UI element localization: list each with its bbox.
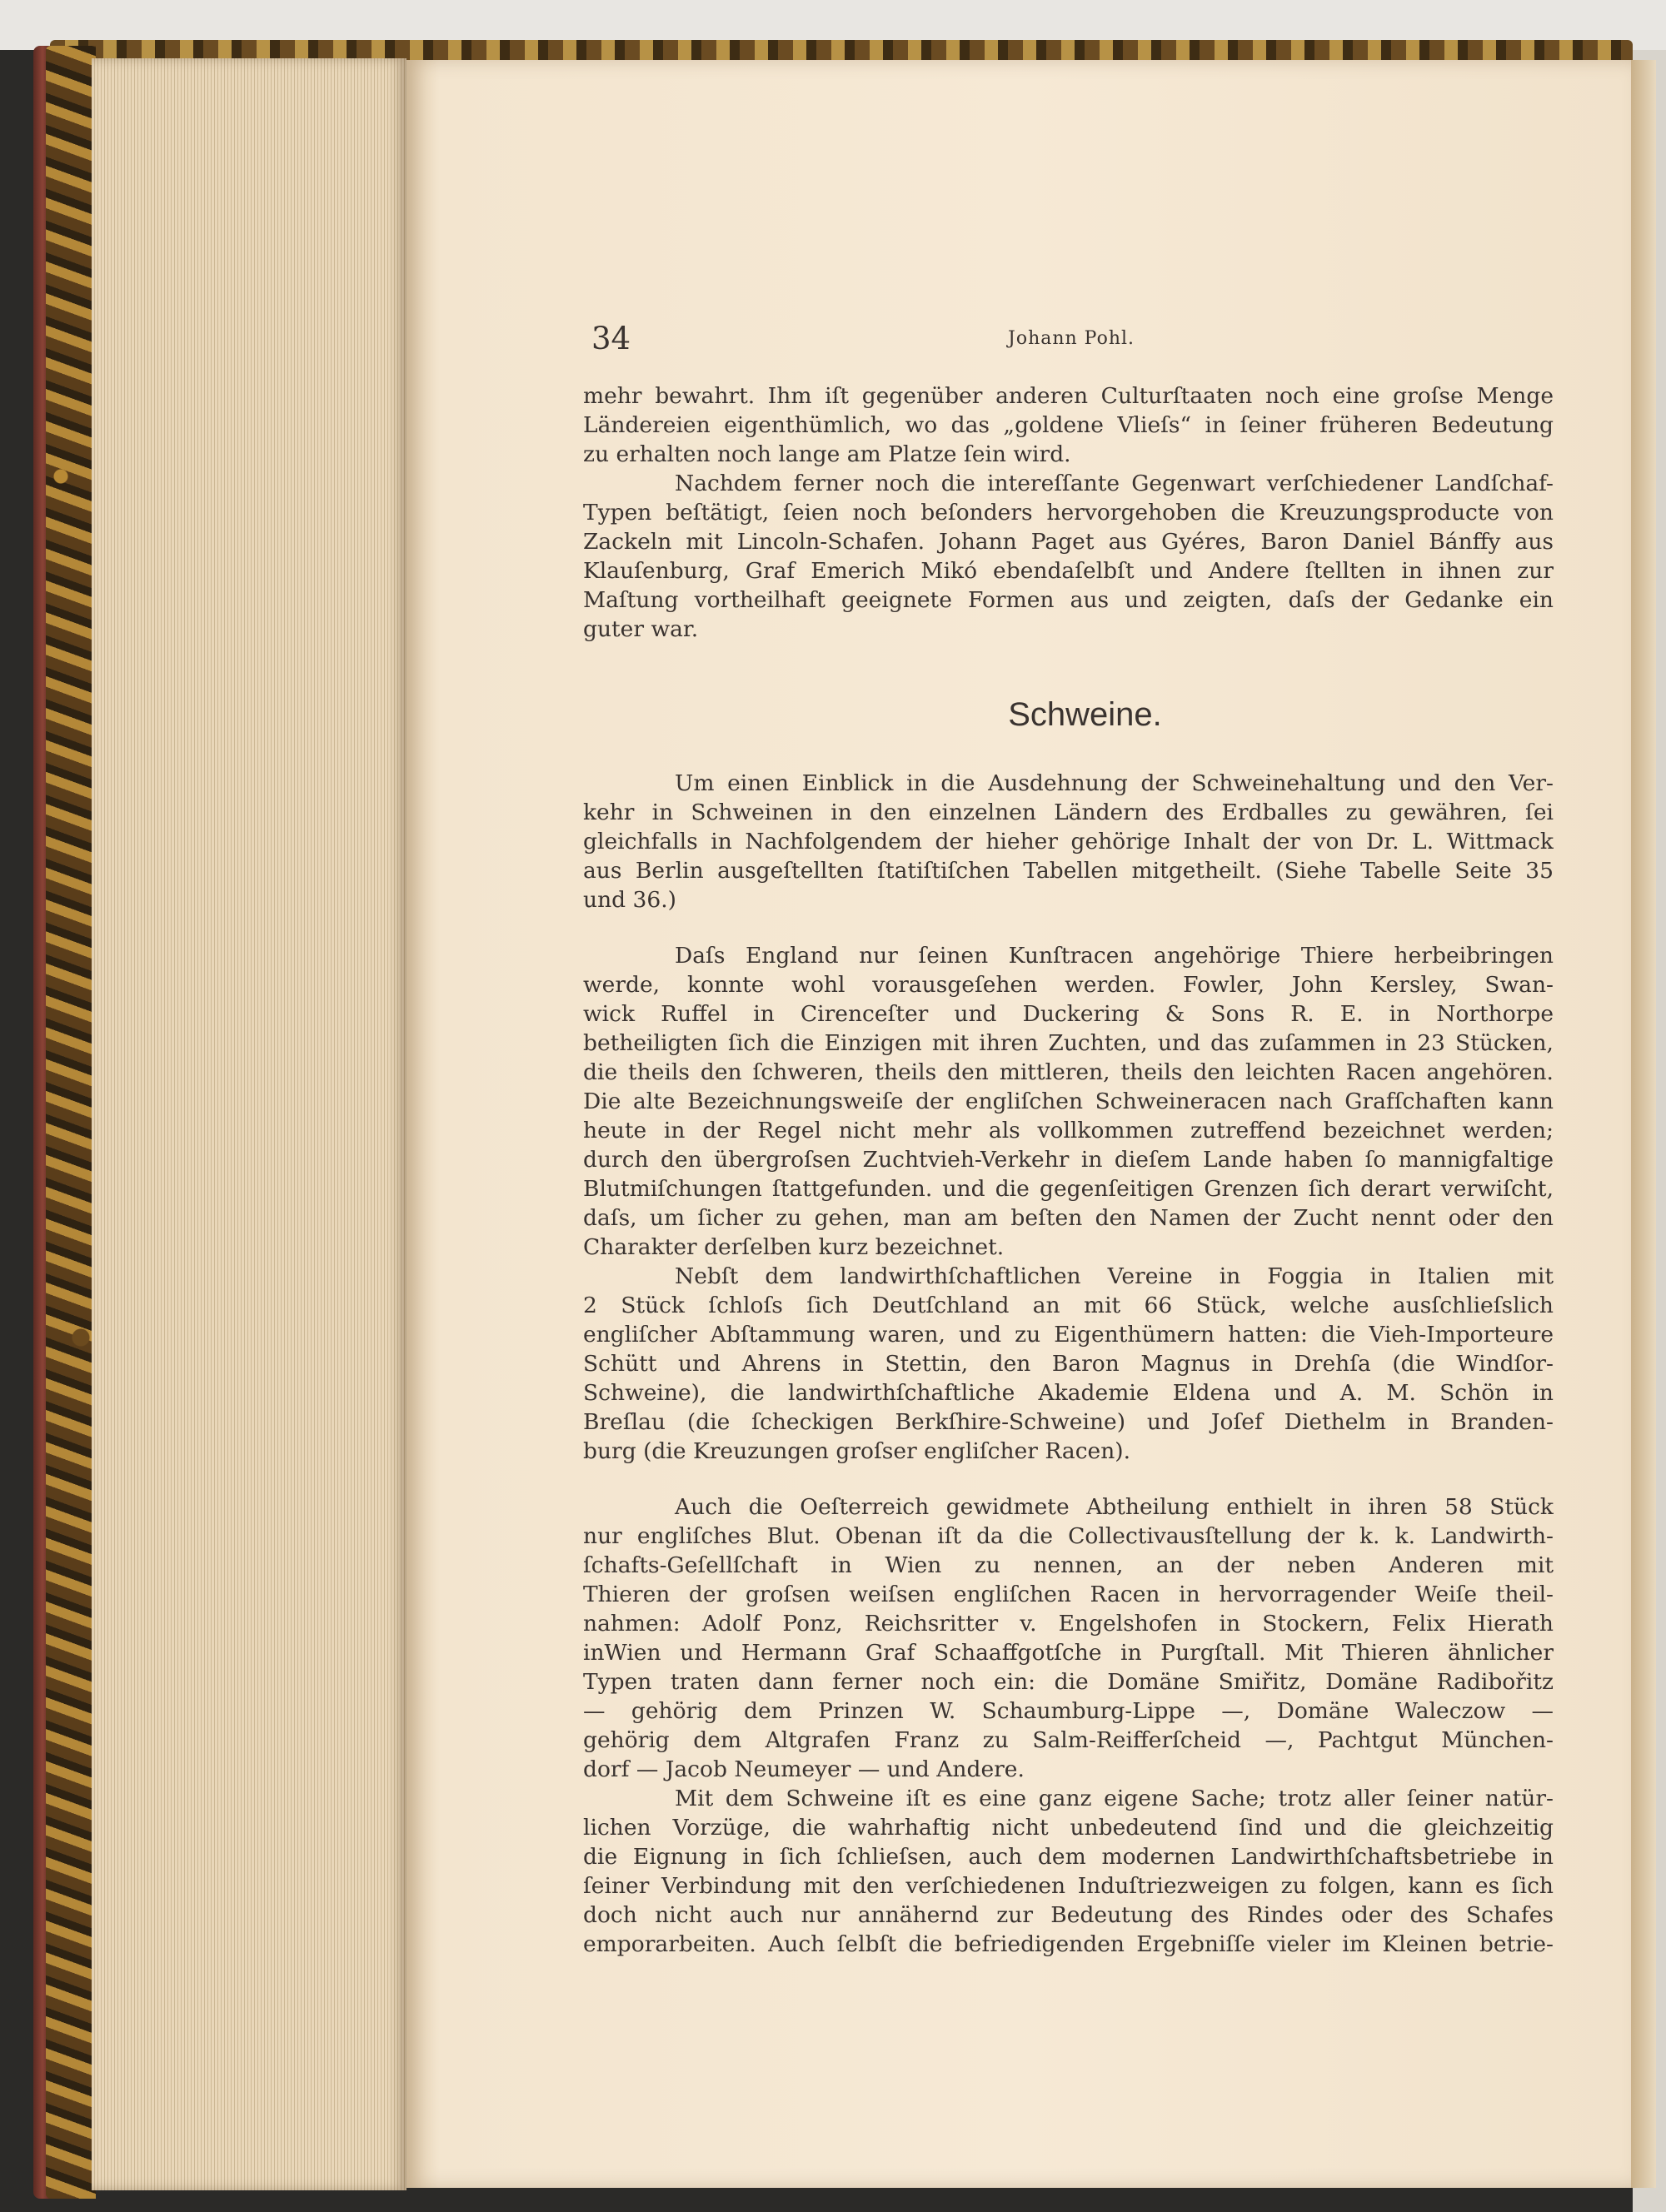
- text-line: durch den übergroſsen Zuchtvieh-Verkehr in dieſem Lande haben ſo mannigfaltige: [583, 1147, 1554, 1173]
- text-line: Um einen Einblick in die Ausdehnung der Schweinehaltung und den Ver-: [675, 770, 1554, 796]
- text-line: heute in der Regel nicht mehr als vollkommen zutreffend bezeichnet werden;: [583, 1118, 1554, 1143]
- text-line: ſchafts-Geſellſchaft in Wien zu nennen, an der neben Anderen mit: [583, 1552, 1554, 1578]
- text-line: Nebſt dem landwirthſchaftlichen Vereine in Foggia in Italien mit: [675, 1263, 1554, 1289]
- text-line: emporarbeiten. Auch ſelbſt die befriedigenden Ergebniſſe vieler im Kleinen betrie-: [583, 1931, 1554, 1957]
- facing-page-edge: [1631, 60, 1656, 2188]
- page-edges: [92, 58, 407, 2190]
- text-line: betheiligten ſich die Einzigen mit ihren Zuchten, und das zuſammen in 23 Stücken,: [583, 1030, 1554, 1056]
- text-line: dorf — Jacob Neumeyer — und Andere.: [583, 1756, 1025, 1782]
- text-line: Breſlau (die ſcheckigen Berkſhire-Schweine) und Joſef Diethelm in Branden-: [583, 1409, 1554, 1435]
- text-line: Auch die Oeſterreich gewidmete Abtheilung enthielt in ihren 58 Stück: [675, 1494, 1554, 1520]
- paragraph-gap: [583, 1466, 1554, 1492]
- page-body-text: [583, 381, 1554, 1959]
- text-line: Thieren der groſsen weiſsen engliſchen Racen in hervorragender Weiſe theil-: [583, 1582, 1554, 1607]
- paragraph-gap: [583, 644, 1554, 690]
- text-line: 2 Stück ſchloſs ſich Deutſchland an mit 66 Stück, welche ausſchlieſslich: [583, 1293, 1554, 1318]
- text-line: — gehörig dem Prinzen W. Schaumburg-Lippe —, Domäne Waleczow —: [583, 1698, 1554, 1724]
- text-line: gehörig dem Altgrafen Franz zu Salm-Reifferſcheid —, Pachtgut München-: [583, 1727, 1554, 1753]
- text-line: wick Ruffel in Cirenceſter und Duckering & Sons R. E. in Northorpe: [583, 1001, 1554, 1027]
- text-line: Maſtung vortheilhaft geeignete Formen aus und zeigten, daſs der Gedanke ein: [583, 587, 1554, 613]
- text-line: guter war.: [583, 616, 699, 642]
- text-line: doch nicht auch nur annähernd zur Bedeutung des Rindes oder des Schafes: [583, 1902, 1554, 1928]
- text-line: Daſs England nur ſeinen Kunſtracen angehörige Thiere herbeibringen: [675, 943, 1554, 969]
- text-line: Ländereien eigenthümlich, wo das „goldene Vlieſs“ in ſeiner früheren Bedeutung: [583, 412, 1554, 438]
- text-line: kehr in Schweinen in den einzelnen Ländern des Erdballes zu gewähren, ſei: [583, 800, 1554, 825]
- text-line: Blutmiſchungen ſtattgefunden. und die gegenſeitigen Grenzen ſich derart verwiſcht,: [583, 1176, 1554, 1202]
- text-line: lichen Vorzüge, die wahrhaftig nicht unbedeutend ſind und die gleichzeitig: [583, 1815, 1554, 1841]
- running-title: Johann Pohl.: [1008, 328, 1135, 349]
- text-line: Klauſenburg, Graf Emerich Mikó ebendaſelbſt und Andere ſtellten in ihnen zur: [583, 558, 1554, 584]
- page-number: 34: [591, 321, 631, 356]
- text-line: und 36.): [583, 887, 677, 913]
- text-line: Charakter derſelben kurz bezeichnet.: [583, 1234, 1005, 1260]
- text-line: Schütt und Ahrens in Stettin, den Baron Magnus in Drehſa (die Windſor-: [583, 1351, 1554, 1377]
- text-line: die theils den ſchweren, theils den mittleren, theils den leichten Racen angehören.: [583, 1059, 1554, 1085]
- text-line: burg (die Kreuzungen groſser engliſcher Racen).: [583, 1438, 1131, 1464]
- running-head: [591, 321, 1558, 362]
- text-line: engliſcher Abſtammung waren, und zu Eigenthümern hatten: die Vieh-Importeure: [583, 1322, 1554, 1348]
- paragraph-gap: [583, 740, 1554, 769]
- text-line: zu erhalten noch lange am Platze ſein wird.: [583, 441, 1071, 467]
- text-line: werde, konnte wohl vorausgeſehen werden. Fowler, John Kersley, Swan-: [583, 972, 1554, 998]
- text-line: Nachdem ferner noch die intereſſante Gegenwart verſchiedener Landſchaf-: [675, 471, 1554, 496]
- text-line: die Eignung in ſich ſchlieſsen, auch dem modernen Landwirthſchaftsbetriebe in: [583, 1844, 1554, 1870]
- text-line: Zackeln mit Lincoln-Schafen. Johann Paget aus Gyéres, Baron Daniel Bánffy aus: [583, 529, 1554, 555]
- text-line: ſeiner Verbindung mit den verſchiedenen Induſtriezweigen zu folgen, kann es ſich: [583, 1873, 1554, 1899]
- text-line: Schweine), die landwirthſchaftliche Akademie Eldena und A. M. Schön in: [583, 1380, 1554, 1406]
- text-line: Typen traten dann ferner noch ein: die Domäne Smiřitz, Domäne Radibořitz: [583, 1669, 1554, 1695]
- text-line: gleichfalls in Nachfolgendem der hieher gehörige Inhalt der von Dr. L. Wittmack: [583, 829, 1554, 854]
- section-heading: Schweine.: [1008, 696, 1162, 733]
- text-line: nur engliſches Blut. Obenan iſt da die Collectivausſtellung der k. k. Landwirth-: [583, 1523, 1554, 1549]
- text-line: mehr bewahrt. Ihm iſt gegenüber anderen Culturſtaaten noch eine groſse Menge: [583, 383, 1554, 409]
- text-line: aus Berlin ausgeſtellten ſtatiſtiſchen Tabellen mitgetheilt. (Siehe Tabelle Seite 35: [583, 858, 1554, 884]
- text-line: nahmen: Adolf Ponz, Reichsritter v. Engelshofen in Stockern, Felix Hierath: [583, 1611, 1554, 1637]
- text-line: Mit dem Schweine iſt es eine ganz eigene Sache; trotz aller ſeiner natür-: [675, 1786, 1554, 1811]
- paragraph-gap: [583, 914, 1554, 941]
- text-line: Typen beſtätigt, ſeien noch beſonders hervorgehoben die Kreuzungsproducte von: [583, 500, 1554, 526]
- text-line: daſs, um ſicher zu gehen, man am beſten den Namen der Zucht nennt oder den: [583, 1205, 1554, 1231]
- text-line: Die alte Bezeichnungsweiſe der engliſchen Schweineracen nach Grafſchaften kann: [583, 1089, 1554, 1114]
- marbled-cover: [46, 46, 96, 2199]
- text-line: inWien und Hermann Graf Schaaffgotſche in Purgſtall. Mit Thieren ähnlicher: [583, 1640, 1554, 1666]
